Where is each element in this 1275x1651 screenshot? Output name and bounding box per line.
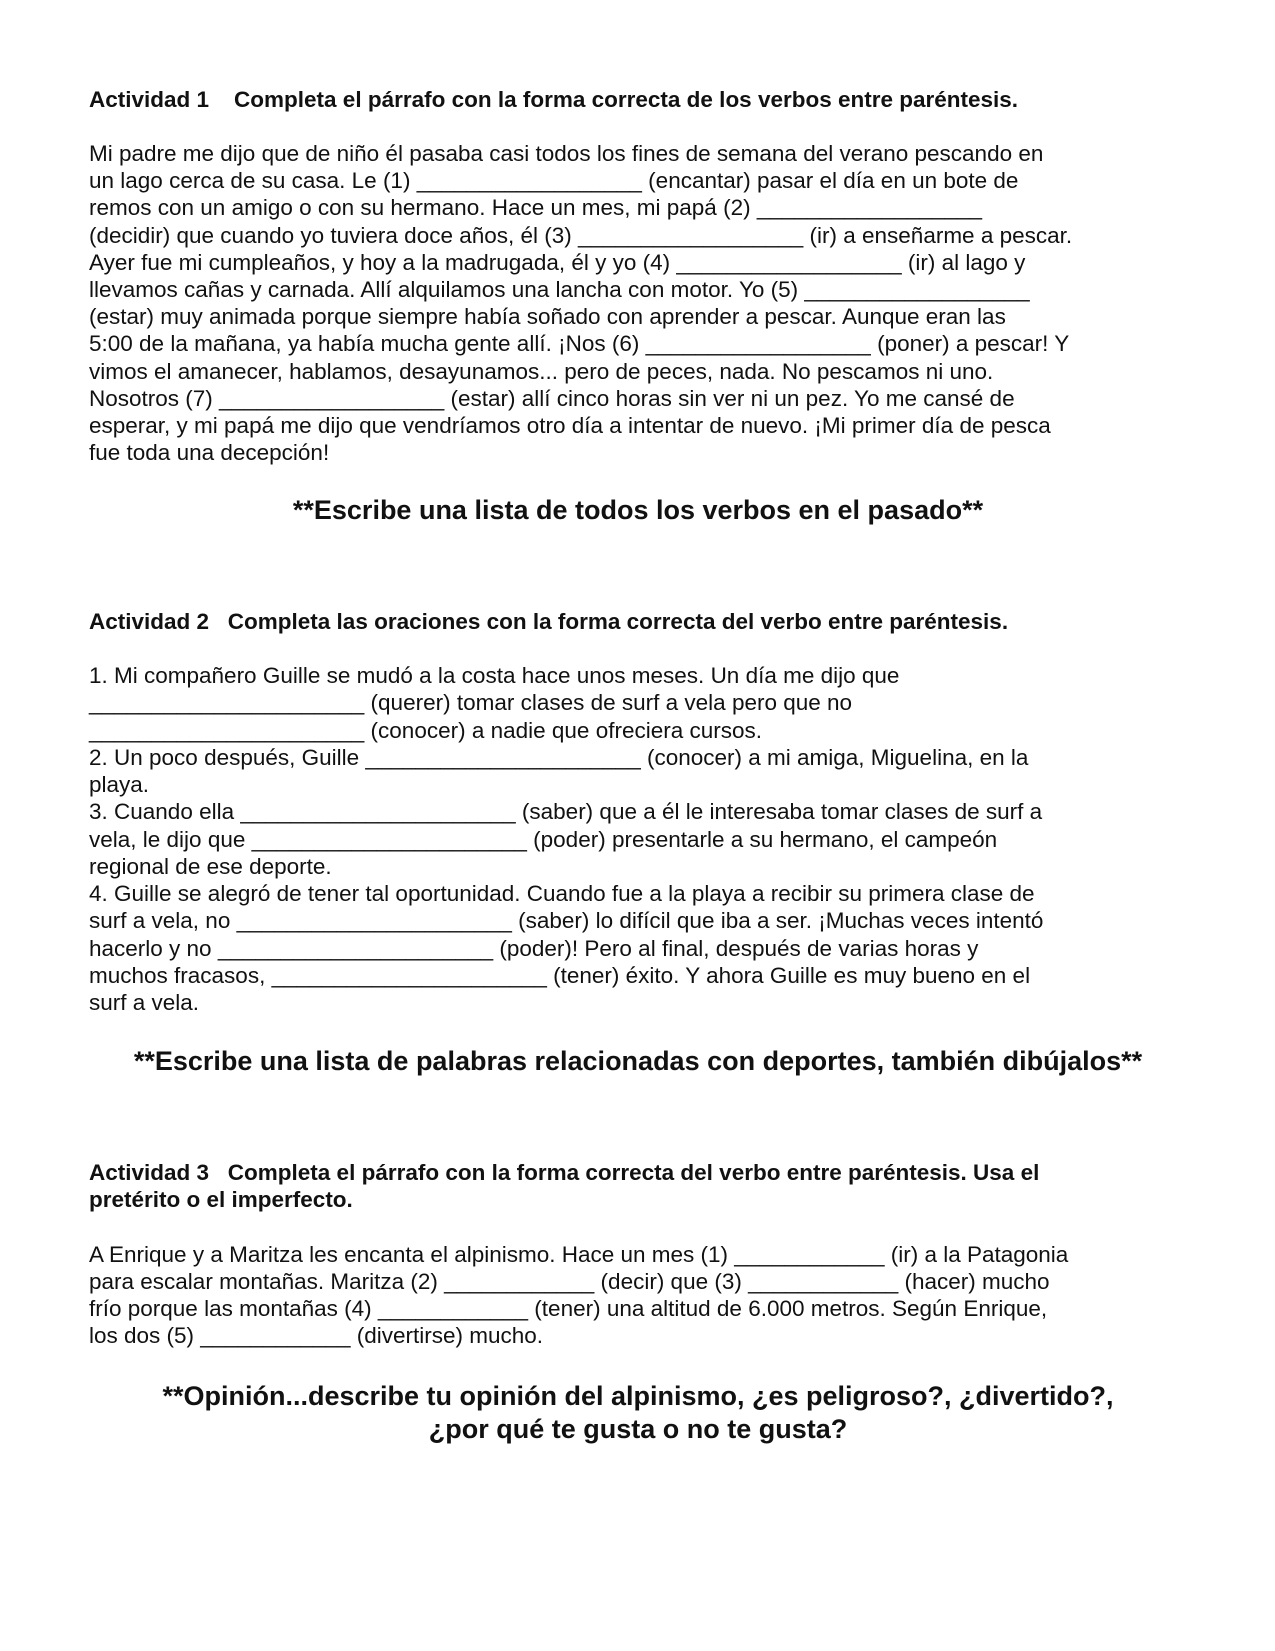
activity-1-line: 5:00 de la mañana, ya había mucha gente allí. ¡Nos (6) __________________ (poner) a pescar! Y xyxy=(89,331,1070,356)
activity-2-line: 4. Guille se alegró de tener tal oportunidad. Cuando fue a la playa a recibir su primera clase de xyxy=(89,881,1035,906)
activity-3-heading: pretérito o el imperfecto. xyxy=(89,1187,353,1212)
activity-1-line: esperar, y mi papá me dijo que vendríamos otro día a intentar de nuevo. ¡Mi primer día de pesca xyxy=(89,413,1051,438)
activity-1-line: remos con un amigo o con su hermano. Hace un mes, mi papá (2) __________________ xyxy=(89,195,983,220)
activity-2-task: **Escribe una lista de palabras relacionadas con deportes, también dibújalos** xyxy=(133,1046,1143,1076)
activity-2-line: ______________________ (querer) tomar clases de surf a vela pero que no xyxy=(89,690,853,715)
activity-2-line: vela, le dijo que ______________________ (poder) presentarle a su hermano, el campeón xyxy=(89,827,998,852)
activity-1-heading: Actividad 1 Completa el párrafo con la forma correcta de los verbos entre paréntesis. xyxy=(89,87,1019,112)
activity-2-line: playa. xyxy=(89,772,150,797)
activity-1-line: Mi padre me dijo que de niño él pasaba casi todos los fines de semana del verano pescando en xyxy=(89,141,1044,166)
activity-3-line: frío porque las montañas (4) ____________ (tener) una altitud de 6.000 metros. Según Enrique, xyxy=(89,1296,1048,1321)
activity-3-line: A Enrique y a Maritza les encanta el alpinismo. Hace un mes (1) ____________ (ir) a la Patagonia xyxy=(89,1242,1069,1267)
activity-2-line: 2. Un poco después, Guille ______________________ (conocer) a mi amiga, Miguelina, en la xyxy=(89,745,1029,770)
activity-3-line: los dos (5) ____________ (divertirse) mucho. xyxy=(89,1323,543,1348)
activity-1-line: (estar) muy animada porque siempre había soñado con aprender a pescar. Aunque eran las xyxy=(89,304,1006,329)
activity-1-line: vimos el amanecer, hablamos, desayunamos... pero de peces, nada. No pescamos ni uno. xyxy=(89,359,994,384)
activity-2-line: ______________________ (conocer) a nadie que ofreciera cursos. xyxy=(89,718,763,743)
activity-2-line: surf a vela, no ______________________ (saber) lo difícil que iba a ser. ¡Muchas veces intentó xyxy=(89,908,1044,933)
activity-1-line: Nosotros (7) __________________ (estar) allí cinco horas sin ver ni un pez. Yo me cansé de xyxy=(89,386,1015,411)
activity-2-line: 1. Mi compañero Guille se mudó a la costa hace unos meses. Un día me dijo que xyxy=(89,663,900,688)
activity-3-heading: Actividad 3 Completa el párrafo con la forma correcta del verbo entre paréntesis. Usa el xyxy=(89,1160,1040,1185)
activity-2-line: regional de ese deporte. xyxy=(89,854,332,879)
activity-2-line: muchos fracasos, ______________________ (tener) éxito. Y ahora Guille es muy bueno en el xyxy=(89,963,1031,988)
activity-3-task: **Opinión...describe tu opinión del alpinismo, ¿es peligroso?, ¿divertido?, xyxy=(162,1381,1114,1411)
activity-1-line: (decidir) que cuando yo tuviera doce años, él (3) __________________ (ir) a enseñarme a pescar. xyxy=(89,223,1073,248)
activity-2-line: 3. Cuando ella ______________________ (saber) que a él le interesaba tomar clases de surf a xyxy=(89,799,1043,824)
activity-1-line: fue toda una decepción! xyxy=(89,440,330,465)
activity-1-line: un lago cerca de su casa. Le (1) __________________ (encantar) pasar el día en un bote de xyxy=(89,168,1019,193)
activity-1-line: Ayer fue mi cumpleaños, y hoy a la madrugada, él y yo (4) __________________ (ir) al lago y xyxy=(89,250,1026,275)
activity-2-heading: Actividad 2 Completa las oraciones con la forma correcta del verbo entre paréntesis. xyxy=(89,609,1009,634)
activity-1-task: **Escribe una lista de todos los verbos en el pasado** xyxy=(292,495,984,525)
activity-3-task: ¿por qué te gusta o no te gusta? xyxy=(428,1414,848,1444)
activity-2-line: surf a vela. xyxy=(89,990,200,1015)
activity-1-line: llevamos cañas y carnada. Allí alquilamos una lancha con motor. Yo (5) __________________ xyxy=(89,277,1030,302)
activity-3-line: para escalar montañas. Maritza (2) ____________ (decir) que (3) ____________ (hacer) mucho xyxy=(89,1269,1050,1294)
activity-2-line: hacerlo y no ______________________ (poder)! Pero al final, después de varias horas y xyxy=(89,936,979,961)
